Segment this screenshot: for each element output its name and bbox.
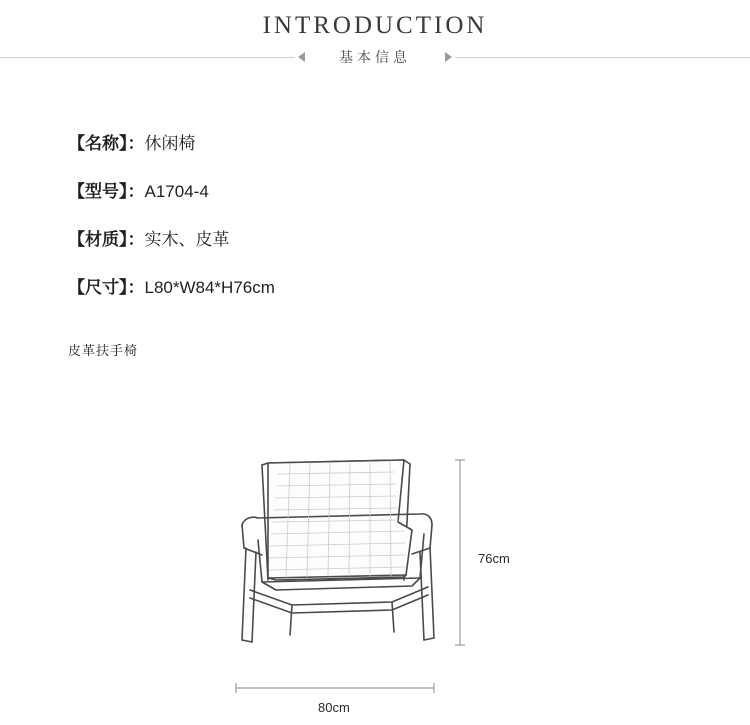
spec-row	[68, 132, 750, 156]
spec-row	[68, 276, 750, 300]
spec-label-model: 【型号】：	[68, 182, 145, 201]
spec-value-model: A1704-4	[144, 182, 209, 201]
spec-value-material: 实木、皮革	[144, 230, 230, 249]
spec-label-size: 【尺寸】：	[68, 278, 145, 297]
page-title: INTRODUCTION	[262, 12, 488, 39]
page-subtitle: 基本信息	[321, 46, 429, 68]
title-divider	[0, 46, 750, 70]
spec-value-size: L80*W84*H76cm	[144, 278, 275, 297]
subtitle-wrap	[0, 46, 750, 68]
spec-value-name: 休闲椅	[144, 134, 196, 153]
spec-row	[68, 180, 750, 204]
spec-label-material: 【材质】：	[68, 230, 145, 249]
dimension-height-label: 76cm	[478, 551, 510, 566]
leather-armchair-line-drawing	[0, 430, 750, 720]
spec-list	[0, 132, 750, 300]
product-note: 皮革扶手椅	[68, 343, 139, 358]
page-header	[0, 0, 750, 70]
spec-row	[68, 228, 750, 252]
dimension-width-label: 80cm	[318, 700, 350, 715]
spec-label-name: 【名称】：	[68, 134, 145, 153]
product-figure	[0, 430, 750, 720]
